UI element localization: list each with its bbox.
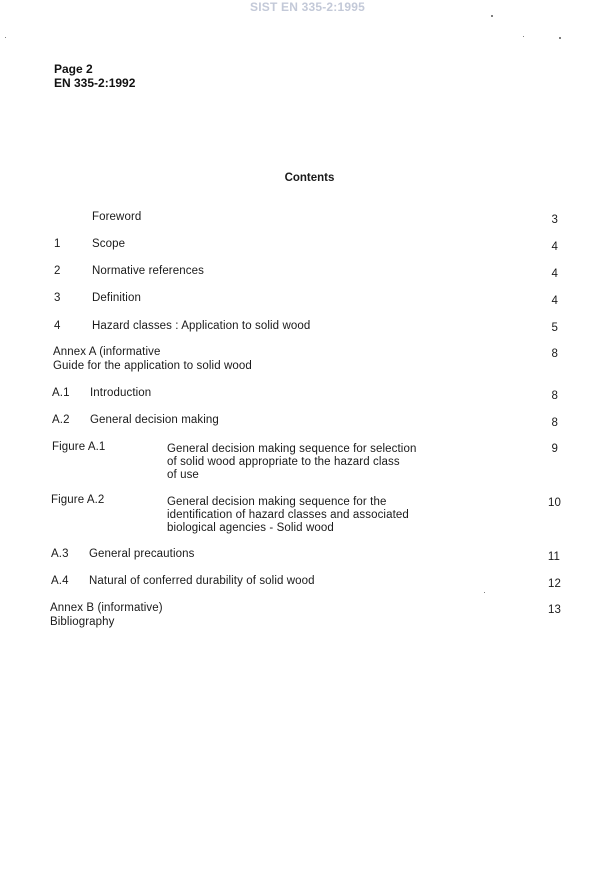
scan-speck <box>491 15 493 17</box>
toc-entry-title-line: of use <box>167 469 199 481</box>
toc-entry-a1-introduction[interactable] <box>0 387 615 401</box>
toc-entry-subtitle: Guide for the application to solid wood <box>53 360 252 372</box>
toc-entry-title: Normative references <box>92 265 204 277</box>
toc-entry-a3-general-precautions[interactable] <box>0 548 615 562</box>
toc-entry-page: 8 <box>551 417 558 429</box>
scan-speck <box>559 37 561 39</box>
toc-entry-figure-a1[interactable] <box>0 441 615 483</box>
scan-speck <box>523 36 524 37</box>
toc-entry-number: 4 <box>54 320 61 332</box>
scan-speck <box>484 592 485 593</box>
toc-entry-title-line: identification of hazard classes and associated <box>167 509 409 521</box>
toc-entry-page: 5 <box>551 322 558 334</box>
toc-entry-number: A.1 <box>52 387 70 399</box>
toc-entry-number: A.4 <box>51 575 69 587</box>
toc-entry-page: 9 <box>551 443 558 455</box>
toc-entry-page: 13 <box>548 604 561 616</box>
toc-entry-normative-references[interactable] <box>0 265 615 279</box>
document-watermark: SIST EN 335-2:1995 <box>250 0 365 14</box>
toc-entry-title: General decision making sequence for selection <box>167 443 417 455</box>
toc-entry-subtitle: Bibliography <box>50 616 115 628</box>
toc-entry-annex-a[interactable] <box>0 346 615 374</box>
toc-entry-page: 4 <box>551 241 558 253</box>
toc-entry-title: Annex B (informative) <box>50 602 163 614</box>
toc-entry-number: 1 <box>54 238 61 250</box>
toc-entry-number: 3 <box>54 292 61 304</box>
toc-entry-title: Definition <box>92 292 141 304</box>
toc-entry-number: Figure A.1 <box>52 441 106 453</box>
toc-entry-title-line: of solid wood appropriate to the hazard class <box>167 456 400 468</box>
toc-entry-page: 12 <box>548 578 561 590</box>
toc-entry-title: General decision making <box>90 414 219 426</box>
toc-entry-title: Introduction <box>90 387 152 399</box>
toc-entry-scope[interactable] <box>0 238 615 252</box>
toc-entry-title: General decision making sequence for the <box>167 496 387 508</box>
toc-entry-number: A.2 <box>52 414 70 426</box>
toc-entry-number: Figure A.2 <box>51 494 105 506</box>
toc-entry-title: Foreword <box>92 211 142 223</box>
toc-entry-page: 10 <box>548 497 561 509</box>
toc-entry-number: A.3 <box>51 548 69 560</box>
toc-entry-annex-b[interactable] <box>0 602 615 630</box>
toc-entry-page: 4 <box>551 268 558 280</box>
page-number: Page 2 <box>54 62 93 76</box>
standard-number: EN 335-2:1992 <box>54 76 136 90</box>
toc-entry-title-line: biological agencies - Solid wood <box>167 522 334 534</box>
toc-entry-title: General precautions <box>89 548 195 560</box>
toc-entry-a4-durability[interactable] <box>0 575 615 589</box>
toc-entry-definition[interactable] <box>0 292 615 306</box>
toc-entry-page: 8 <box>551 390 558 402</box>
page-header <box>54 62 135 90</box>
toc-entry-hazard-classes[interactable] <box>0 320 615 334</box>
scan-speck <box>5 37 6 38</box>
toc-entry-title: Annex A (informative <box>53 346 161 358</box>
toc-entry-title: Natural of conferred durability of solid wood <box>89 575 315 587</box>
toc-entry-a2-general-decision[interactable] <box>0 414 615 428</box>
toc-entry-title: Hazard classes : Application to solid wood <box>92 320 311 332</box>
toc-entry-page: 11 <box>547 551 560 563</box>
contents-heading: Contents <box>284 172 335 184</box>
toc-entry-figure-a2[interactable] <box>0 494 615 536</box>
toc-entry-number: 2 <box>54 265 61 277</box>
toc-entry-foreword[interactable] <box>0 211 615 225</box>
toc-entry-page: 3 <box>551 214 558 226</box>
toc-entry-page: 4 <box>551 295 558 307</box>
toc-entry-page: 8 <box>551 348 558 360</box>
toc-entry-title: Scope <box>92 238 126 250</box>
